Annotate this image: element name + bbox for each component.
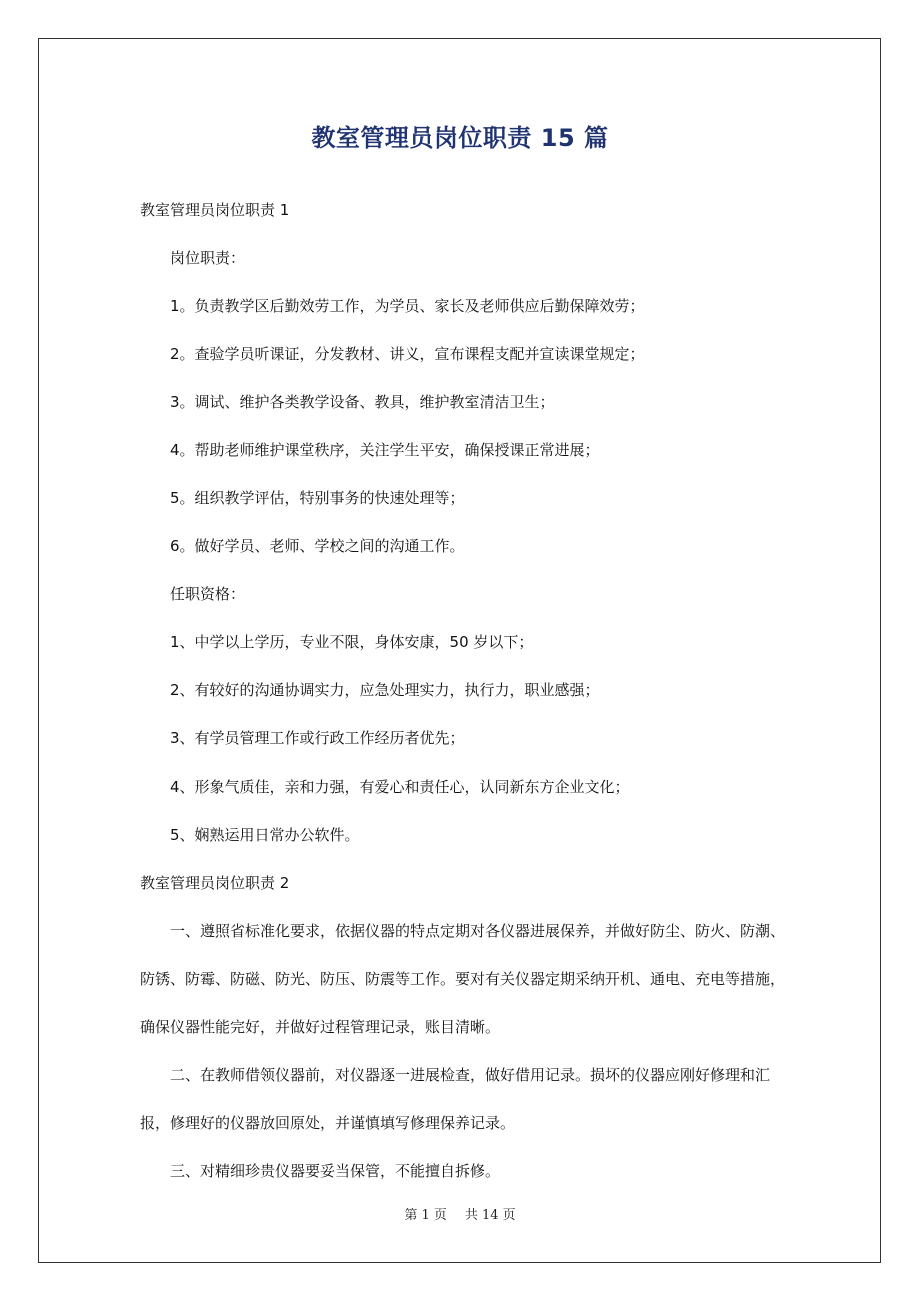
qualification-item: 3、有学员管理工作或行政工作经历者优先；	[170, 729, 465, 747]
paragraph-line: 一、遵照省标准化要求，依据仪器的特点定期对各仪器进展保养，并做好防尘、防火、防潮、	[170, 922, 786, 940]
page-number: 第 1 页	[404, 1208, 447, 1223]
duty-item: 4。帮助老师维护课堂秩序，关注学生平安，确保授课正常进展；	[170, 441, 600, 459]
qualification-item: 5、娴熟运用日常办公软件。	[170, 826, 360, 844]
qualification-item: 2、有较好的沟通协调实力，应急处理实力，执行力，职业感强；	[170, 681, 600, 699]
page-footer	[0, 1206, 920, 1226]
duty-item: 5。组织教学评估，特别事务的快速处理等；	[170, 489, 465, 507]
document-title: 教室管理员岗位职责 15 篇	[311, 124, 609, 152]
paragraph-line: 确保仪器性能完好，并做好过程管理记录，账目清晰。	[140, 1018, 501, 1036]
duty-item: 1。负责教学区后勤效劳工作，为学员、家长及老师供应后勤保障效劳；	[170, 297, 645, 315]
qualification-item: 1、中学以上学历，专业不限，身体安康，50 岁以下；	[170, 633, 534, 651]
duty-item: 2。查验学员听课证，分发教材、讲义，宣布课程支配并宣读课堂规定；	[170, 345, 645, 363]
paragraph-line: 报，修理好的仪器放回原处，并谨慎填写修理保养记录。	[140, 1114, 516, 1132]
qualification-item: 4、形象气质佳，亲和力强，有爱心和责任心，认同新东方企业文化；	[170, 778, 630, 796]
qualifications-label: 任职资格：	[170, 585, 246, 603]
section-heading: 教室管理员岗位职责 1	[140, 201, 290, 219]
duty-item: 3。调试、维护各类教学设备、教具，维护教室清洁卫生；	[170, 393, 555, 411]
paragraph-line: 防锈、防霉、防磁、防光、防压、防震等工作。要对有关仪器定期采纳开机、通电、充电等措施，	[140, 970, 786, 988]
page-total: 共 14 页	[464, 1208, 516, 1223]
section-heading: 教室管理员岗位职责 2	[140, 874, 290, 892]
duties-label: 岗位职责：	[170, 249, 246, 267]
paragraph-line: 三、对精细珍贵仪器要妥当保管，不能擅自拆修。	[170, 1162, 501, 1180]
paragraph-line: 二、在教师借领仪器前，对仪器逐一进展检查，做好借用记录。损坏的仪器应刚好修理和汇	[170, 1066, 771, 1084]
duty-item: 6。做好学员、老师、学校之间的沟通工作。	[170, 537, 465, 555]
